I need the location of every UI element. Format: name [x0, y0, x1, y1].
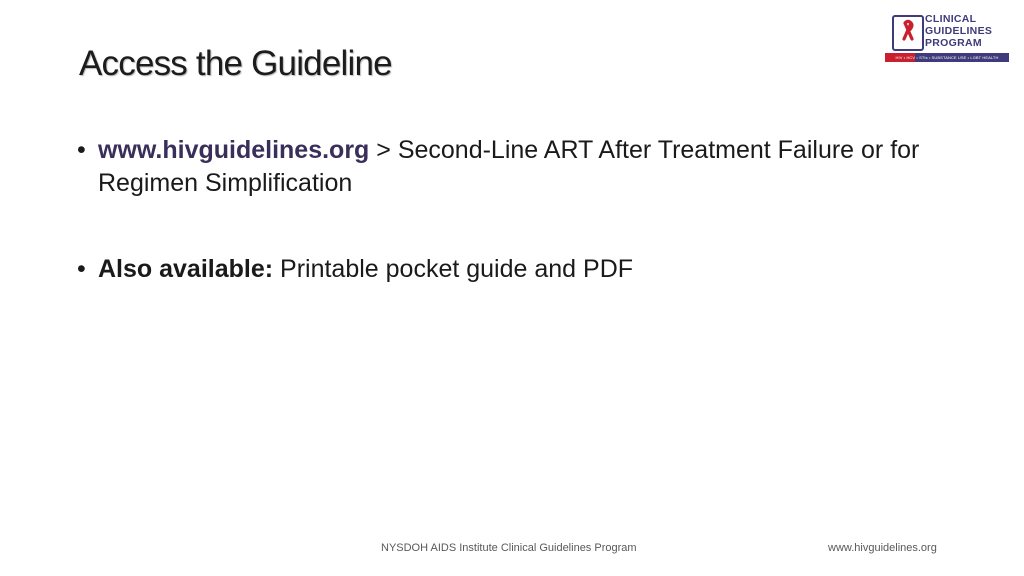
bullet-website-text: > Second-Line ART After Treatment Failure or for Regimen Simplification	[98, 136, 920, 197]
bullet-dot: •	[77, 136, 86, 164]
bullet-website	[77, 134, 957, 200]
guidelines-website-link[interactable]: www.hivguidelines.org	[98, 136, 370, 164]
also-available-text: Printable pocket guide and PDF	[273, 255, 634, 283]
bullet-dot: •	[77, 255, 86, 283]
bullet-list	[77, 134, 957, 286]
footer-program-name: NYSDOH AIDS Institute Clinical Guidelines Program	[381, 542, 637, 554]
clinical-guidelines-program-logo	[885, 12, 1009, 64]
logo-wordmark	[925, 13, 992, 49]
logo-line-guidelines: GUIDELINES	[925, 25, 993, 37]
page-title: Access the Guideline	[79, 44, 392, 83]
bullet-also-available	[77, 253, 957, 286]
logo-emblem	[892, 15, 924, 51]
logo-line-clinical: CLINICAL	[925, 13, 977, 25]
also-available-label: Also available:	[98, 255, 274, 283]
logo-line-program: PROGRAM	[925, 37, 982, 49]
red-ribbon-icon	[896, 19, 920, 47]
logo-tagline-band: HIV • HCV • STIs • SUBSTANCE USE • LGBT HEALTH	[885, 53, 1009, 62]
footer-website: www.hivguidelines.org	[828, 542, 937, 554]
